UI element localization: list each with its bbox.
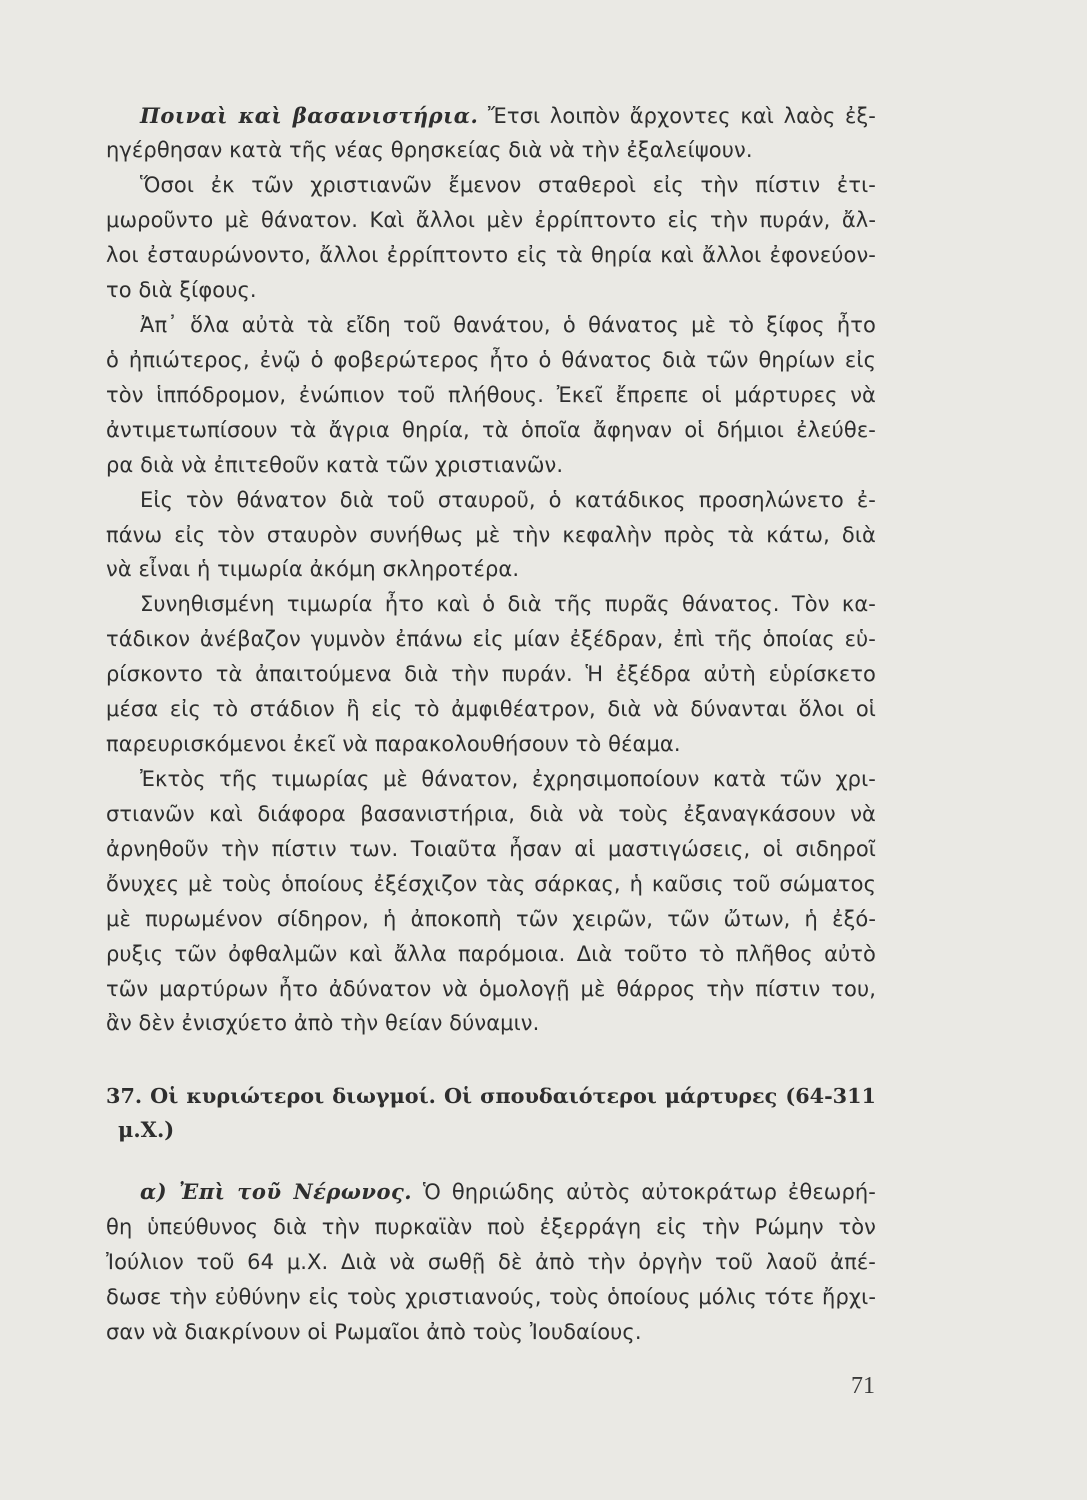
text-line: Ἐκτὸς τῆς τιμωρίας μὲ θάνατον, ἐχρησιμοποίουν κατὰ τῶν χρι- bbox=[140, 767, 876, 791]
text-line: τάδικον ἀνέβαζον γυμνὸν ἐπάνω εἰς μίαν ἐξέδραν, ἐπὶ τῆς ὁποίας εὑ- bbox=[106, 627, 876, 651]
text-line: Ἀπ᾿ ὅλα αὐτὰ τὰ εἴδη τοῦ θανάτου, ὁ θάνατος μὲ τὸ ξίφος ἦτο bbox=[140, 313, 876, 337]
text-line: πάνω εἰς τὸν σταυρὸν συνήθως μὲ τὴν κεφαλὴν πρὸς τὰ κάτω, διὰ bbox=[106, 523, 876, 547]
text-line: ἀρνηθοῦν τὴν πίστιν των. Τοιαῦτα ἦσαν αἱ μαστιγώσεις, οἱ σιδηροῖ bbox=[106, 837, 876, 861]
text-line: στιανῶν καὶ διάφορα βασανιστήρια, διὰ νὰ τοὺς ἐξαναγκάσουν νὰ bbox=[106, 802, 876, 826]
chapter-heading-continued: μ.Χ.) bbox=[118, 1117, 175, 1142]
text-line: σαν νὰ διακρίνουν οἱ Ρωμαῖοι ἀπὸ τοὺς Ἰουδαίους. bbox=[106, 1320, 642, 1344]
text-line: ἀντιμετωπίσουν τὰ ἄγρια θηρία, τὰ ὁποῖα ἄφηναν οἱ δήμιοι ἐλεύθε- bbox=[106, 418, 876, 442]
page-number: 71 bbox=[851, 1373, 875, 1399]
text-line: ὄνυχες μὲ τοὺς ὁποίους ἐξέσχιζον τὰς σάρκας, ἡ καῦσις τοῦ σώματος bbox=[106, 872, 876, 896]
text-line: ὁ ἠπιώτερος, ἐνῷ ὁ φοβερώτερος ἦτο ὁ θάνατος διὰ τῶν θηρίων εἰς bbox=[106, 348, 876, 372]
text-line: τῶν μαρτύρων ἦτο ἀδύνατον νὰ ὁμολογῇ μὲ θάρρος τὴν πίστιν του, bbox=[106, 977, 876, 1001]
text-line: το διὰ ξίφους. bbox=[106, 278, 257, 302]
text-line: Συνηθισμένη τιμωρία ἦτο καὶ ὁ διὰ τῆς πυρᾶς θάνατος. Τὸν κα- bbox=[140, 592, 876, 616]
text-line: μὲ πυρωμένον σίδηρον, ἡ ἀποκοπὴ τῶν χειρῶν, τῶν ὤτων, ἡ ἐξό- bbox=[106, 907, 876, 931]
text-line: θη ὑπεύθυνος διὰ τὴν πυρκαϊὰν ποὺ ἐξερράγη εἰς τὴν Ρώμην τὸν bbox=[106, 1215, 876, 1239]
subheading-nero: α) Ἐπὶ τοῦ Νέρωνος. bbox=[140, 1179, 413, 1204]
text-line bbox=[140, 1175, 876, 1209]
section-heading-punishments: Ποιναὶ καὶ βασανιστήρια. bbox=[140, 103, 479, 128]
text-line-content: Ἔτσι λοιπὸν ἄρχοντες καὶ λαὸς ἐξ- bbox=[487, 104, 876, 128]
text-line: ἂν δὲν ἐνισχύετο ἀπὸ τὴν θείαν δύναμιν. bbox=[106, 1011, 540, 1035]
text-line: τὸν ἱππόδρομον, ἐνώπιον τοῦ πλήθους. Ἐκεῖ ἔπρεπε οἱ μάρτυρες νὰ bbox=[106, 383, 876, 407]
text-line: ρυξις τῶν ὀφθαλμῶν καὶ ἄλλα παρόμοια. Διὰ τοῦτο τὸ πλῆθος αὐτὸ bbox=[106, 942, 876, 966]
text-line: λοι ἐσταυρώνοντο, ἄλλοι ἐρρίπτοντο εἰς τὰ θηρία καὶ ἄλλοι ἐφονεύον- bbox=[106, 243, 876, 267]
text-line: Εἰς τὸν θάνατον διὰ τοῦ σταυροῦ, ὁ κατάδικος προσηλώνετο ἐ- bbox=[140, 488, 876, 512]
text-line: νὰ εἶναι ἡ τιμωρία ἀκόμη σκληροτέρα. bbox=[106, 557, 520, 581]
text-line: Ὅσοι ἐκ τῶν χριστιανῶν ἔμενον σταθεροὶ εἰς τὴν πίστιν ἐτι- bbox=[140, 173, 876, 197]
text-line: παρευρισκόμενοι ἐκεῖ νὰ παρακολουθήσουν τὸ θέαμα. bbox=[106, 732, 681, 756]
text-line: μέσα εἰς τὸ στάδιον ἢ εἰς τὸ ἀμφιθέατρον, διὰ νὰ δύνανται ὅλοι οἱ bbox=[106, 697, 876, 721]
text-line: ηγέρθησαν κατὰ τῆς νέας θρησκείας διὰ νὰ τὴν ἐξαλείψουν. bbox=[106, 138, 753, 162]
text-line: μωροῦντο μὲ θάνατον. Καὶ ἄλλοι μὲν ἐρρίπτοντο εἰς τὴν πυράν, ἄλ- bbox=[106, 208, 876, 232]
text-line-content: Ὁ θηριώδης αὐτὸς αὐτοκράτωρ ἐθεωρή- bbox=[422, 1180, 876, 1204]
chapter-heading: 37. Οἱ κυριώτεροι διωγμοί. Οἱ σπουδαιότεροι μάρτυρες (64-311 bbox=[106, 1084, 876, 1108]
text-line: ρα διὰ νὰ ἐπιτεθοῦν κατὰ τῶν χριστιανῶν. bbox=[106, 453, 564, 477]
text-line: δωσε τὴν εὐθύνην εἰς τοὺς χριστιανούς, τοὺς ὁποίους μόλις τότε ἤρχι- bbox=[106, 1285, 876, 1309]
text-line: ρίσκοντο τὰ ἀπαιτούμενα διὰ τὴν πυράν. Ἡ ἐξέδρα αὐτὴ εὑρίσκετο bbox=[106, 662, 876, 686]
text-line bbox=[140, 99, 876, 133]
text-line: Ἰούλιον τοῦ 64 μ.Χ. Διὰ νὰ σωθῇ δὲ ἀπὸ τὴν ὀργὴν τοῦ λαοῦ ἀπέ- bbox=[106, 1250, 876, 1274]
